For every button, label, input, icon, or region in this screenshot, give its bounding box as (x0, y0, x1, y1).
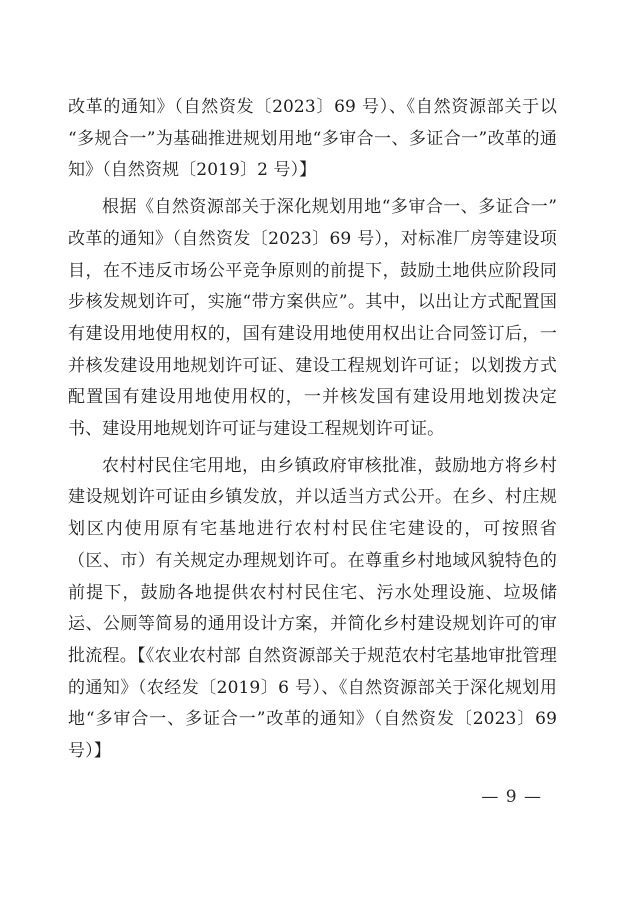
page-number: — 9 — (481, 787, 542, 807)
paragraph-body-2-citation: 【《农业农村部 自然资源部关于规范农村宅基地审批管理的通知》（农经发〔2019〕6 号）、《自然资源部关于深化规划用地“多审合一、多证合一”改革的通知》（自然资发〔2023〕69 号）】 (68, 645, 557, 762)
document-body (68, 92, 557, 773)
paragraph-citation-continuation: 改革的通知》（自然资发〔2023〕69 号）、《自然资源部关于以“多规合一”为基础推进规划用地“多审合一、多证合一”改革的通知》（自然资规〔2019〕2 号）】 (68, 97, 557, 181)
paragraph-body-2 (68, 451, 557, 768)
paragraph-body-1: 根据《自然资源部关于深化规划用地“多审合一、多证合一”改革的通知》（自然资发〔2023〕69 号），对标准厂房等建设项目，在不违反市场公平竞争原则的前提下，鼓励土地供应阶段同步核发规划许可，实施“带方案供应”。其中，以出让方式配置国有建设用地使用权的，国有建设用地使用权出让合同签订后，一并核发建设用地规划许可证、建设工程规划许可证；以划拨方式配置国有建设用地使用权的，一并核发国有建设用地划拨决定书、建设用地规划许可证与建设工程规划许可证。 (68, 197, 557, 440)
paragraph-body-2-text: 农村村民住宅用地，由乡镇政府审核批准，鼓励地方将乡村建设规划许可证由乡镇发放，并以适当方式公开。在乡、村庄规划区内使用原有宅基地进行农村村民住宅建设的，可按照省（区、市）有关规定办理规划许可。在尊重乡村地域风貌特色的前提下，鼓励各地提供农村村民住宅、污水处理设施、垃圾储运、公厕等简易的通用设计方案，并简化乡村建设规划许可的审批流程。 (68, 455, 557, 666)
